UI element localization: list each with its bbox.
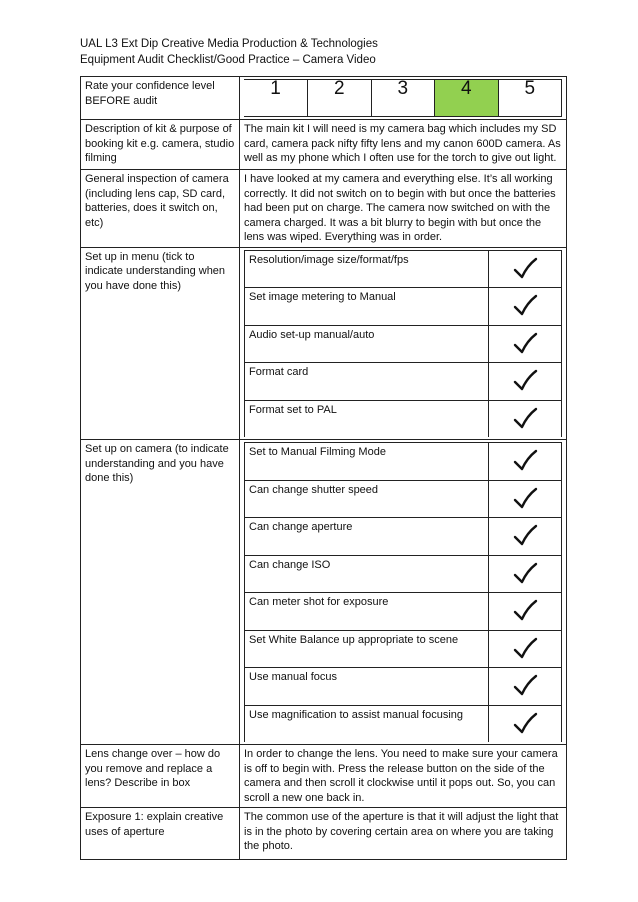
- checklist-item-label: Set image metering to Manual: [245, 288, 489, 326]
- general-inspection-row: [81, 170, 567, 248]
- rating-option-5[interactable]: 5: [498, 80, 562, 117]
- checkmark-icon: [489, 524, 561, 548]
- checkbox-cell[interactable]: [489, 593, 562, 631]
- checkmark-icon: [489, 449, 561, 473]
- checklist-item-label: Can meter shot for exposure: [245, 593, 489, 631]
- checkbox-cell[interactable]: [489, 555, 562, 593]
- document-header: [80, 36, 378, 68]
- checklist-item-label: Set to Manual Filming Mode: [245, 443, 489, 481]
- menu-setup-label: Set up in menu (tick to indicate understanding when you have done this): [81, 247, 240, 440]
- checkbox-cell[interactable]: [489, 705, 562, 742]
- general-inspection-label: General inspection of camera (including lens cap, SD card, batteries, does it switch on, etc): [81, 170, 240, 248]
- rating-option-4[interactable]: 4: [435, 80, 499, 117]
- lens-change-answer[interactable]: In order to change the lens. You need to make sure your camera is off to begin with. Press the release button on the side of the camera and then scroll it clockwise until it pops out. So, you can scroll a new one back in.: [240, 745, 567, 808]
- checklist-item-label: Audio set-up manual/auto: [245, 325, 489, 363]
- checkbox-cell[interactable]: [489, 325, 562, 363]
- checklist-item-label: Resolution/image size/format/fps: [245, 250, 489, 288]
- checklist-item: [245, 400, 562, 437]
- confidence-rating-row: [81, 77, 567, 120]
- exposure-aperture-answer[interactable]: The common use of the aperture is that it will adjust the light that is in the photo by covering certain area on where you are taking the photo.: [240, 808, 567, 860]
- checkmark-icon: [489, 712, 561, 736]
- rating-option-1[interactable]: 1: [244, 80, 308, 117]
- checkmark-icon: [489, 294, 561, 318]
- checklist-item: [245, 250, 562, 288]
- menu-setup-checklist: [244, 250, 562, 438]
- checkbox-cell[interactable]: [489, 630, 562, 668]
- checklist-item: [245, 630, 562, 668]
- lens-change-label: Lens change over – how do you remove and replace a lens? Describe in box: [81, 745, 240, 808]
- checkbox-cell[interactable]: [489, 518, 562, 556]
- kit-description-row: [81, 120, 567, 170]
- header-title: UAL L3 Ext Dip Creative Media Production & Technologies: [80, 38, 378, 50]
- checklist-item: [245, 668, 562, 706]
- checkmark-icon: [489, 674, 561, 698]
- checkmark-icon: [489, 369, 561, 393]
- checklist-item: [245, 363, 562, 401]
- checklist-item: [245, 288, 562, 326]
- checkmark-icon: [489, 637, 561, 661]
- rating-option-3[interactable]: 3: [371, 80, 435, 117]
- checkmark-icon: [489, 407, 561, 431]
- checklist-item-label: Use manual focus: [245, 668, 489, 706]
- checklist-item: [245, 480, 562, 518]
- checklist-item-label: Can change shutter speed: [245, 480, 489, 518]
- lens-change-row: [81, 745, 567, 808]
- checklist-item-label: Format set to PAL: [245, 400, 489, 437]
- menu-setup-row: [81, 247, 567, 440]
- checkbox-cell[interactable]: [489, 250, 562, 288]
- checkbox-cell[interactable]: [489, 363, 562, 401]
- general-inspection-answer[interactable]: I have looked at my camera and everything else. It’s all working correctly. It did not switch on to begin with but once the batteries had been put on charge. The camera now switched on with the camera charged. It was a bit blurry to begin with but once the lens was wiped. Everything was in order.: [240, 170, 567, 248]
- checkmark-icon: [489, 562, 561, 586]
- checkmark-icon: [489, 487, 561, 511]
- checkbox-cell[interactable]: [489, 668, 562, 706]
- rating-scale: [244, 79, 562, 117]
- checklist-item: [245, 593, 562, 631]
- checklist-item-label: Use magnification to assist manual focusing: [245, 705, 489, 742]
- checkbox-cell[interactable]: [489, 480, 562, 518]
- checkbox-cell[interactable]: [489, 288, 562, 326]
- exposure-aperture-row: [81, 808, 567, 860]
- checklist-item: [245, 705, 562, 742]
- checklist-item-label: Can change ISO: [245, 555, 489, 593]
- checkmark-icon: [489, 599, 561, 623]
- audit-checklist-table: [80, 76, 567, 860]
- checklist-item: [245, 443, 562, 481]
- checkmark-icon: [489, 332, 561, 356]
- confidence-rating-label: Rate your confidence level BEFORE audit: [81, 77, 240, 120]
- checklist-item: [245, 555, 562, 593]
- kit-description-answer[interactable]: The main kit I will need is my camera bag which includes my SD card, camera pack nifty fifty lens and my canon 600D camera. As well as my phone which I often use for the torch to give out light.: [240, 120, 567, 170]
- header-subtitle: Equipment Audit Checklist/Good Practice – Camera Video: [80, 54, 376, 66]
- camera-setup-checklist: [244, 442, 562, 742]
- checklist-item-label: Set White Balance up appropriate to scene: [245, 630, 489, 668]
- checklist-item-label: Format card: [245, 363, 489, 401]
- checklist-item-label: Can change aperture: [245, 518, 489, 556]
- rating-option-2[interactable]: 2: [308, 80, 372, 117]
- checklist-item: [245, 518, 562, 556]
- exposure-aperture-label: Exposure 1: explain creative uses of aperture: [81, 808, 240, 860]
- camera-setup-label: Set up on camera (to indicate understanding and you have done this): [81, 440, 240, 745]
- checkbox-cell[interactable]: [489, 400, 562, 437]
- checklist-item: [245, 325, 562, 363]
- kit-description-label: Description of kit & purpose of booking kit e.g. camera, studio filming: [81, 120, 240, 170]
- camera-setup-row: [81, 440, 567, 745]
- checkmark-icon: [489, 257, 561, 281]
- checkbox-cell[interactable]: [489, 443, 562, 481]
